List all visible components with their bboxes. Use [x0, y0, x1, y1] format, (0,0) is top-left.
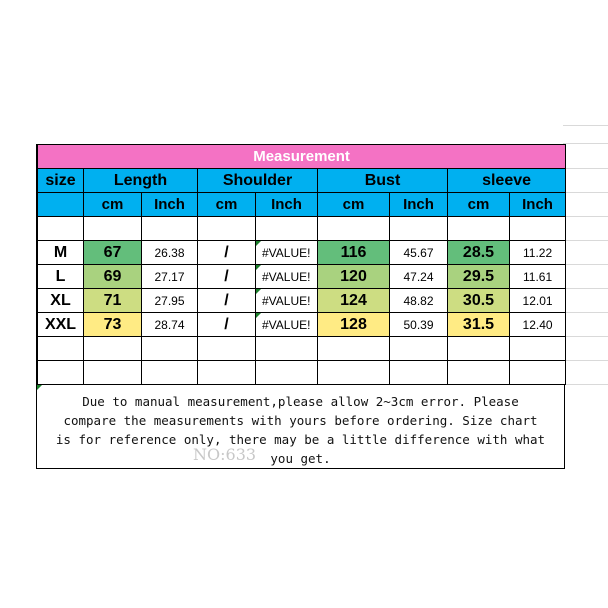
size-chart — [36, 144, 565, 469]
empty-row — [38, 361, 566, 385]
sleeve-cm: 31.5 — [448, 313, 510, 337]
sleeve-inch: 12.01 — [510, 289, 566, 313]
unit-bust-cm: cm — [318, 193, 390, 217]
shoulder-cm: / — [198, 265, 256, 289]
bust-cm: 124 — [318, 289, 390, 313]
unit-length-cm: cm — [84, 193, 142, 217]
unit-blank — [38, 193, 84, 217]
sleeve-cm: 29.5 — [448, 265, 510, 289]
unit-bust-inch: Inch — [390, 193, 448, 217]
bust-cm: 128 — [318, 313, 390, 337]
length-cm: 69 — [84, 265, 142, 289]
sheet-gridlines-right — [563, 0, 608, 608]
length-inch: 28.74 — [142, 313, 198, 337]
empty-row — [38, 337, 566, 361]
note-line: compare the measurements with yours before ordering. Size chart — [63, 413, 538, 428]
table-row — [38, 265, 566, 289]
table-row — [38, 289, 566, 313]
header-bust: Bust — [318, 169, 448, 193]
shoulder-inch: #VALUE! — [256, 289, 318, 313]
bust-inch: 47.24 — [390, 265, 448, 289]
sleeve-inch: 11.22 — [510, 241, 566, 265]
shoulder-inch: #VALUE! — [256, 313, 318, 337]
size-label: XXL — [38, 313, 84, 337]
measurement-table — [37, 144, 566, 385]
table-title: Measurement — [38, 145, 566, 169]
shoulder-inch: #VALUE! — [256, 241, 318, 265]
shoulder-cm: / — [198, 313, 256, 337]
shoulder-cm: / — [198, 241, 256, 265]
length-inch: 27.95 — [142, 289, 198, 313]
comment-marker — [37, 385, 42, 390]
header-size: size — [38, 169, 84, 193]
sleeve-inch: 12.40 — [510, 313, 566, 337]
unit-sleeve-inch: Inch — [510, 193, 566, 217]
unit-length-inch: Inch — [142, 193, 198, 217]
bust-cm: 116 — [318, 241, 390, 265]
unit-shoulder-inch: Inch — [256, 193, 318, 217]
length-inch: 27.17 — [142, 265, 198, 289]
length-cm: 73 — [84, 313, 142, 337]
length-cm: 67 — [84, 241, 142, 265]
watermark: NO:633 — [193, 445, 257, 464]
note-line: you get. — [270, 451, 331, 466]
bust-cm: 120 — [318, 265, 390, 289]
empty-row — [38, 217, 566, 241]
unit-shoulder-cm: cm — [198, 193, 256, 217]
bust-inch: 48.82 — [390, 289, 448, 313]
table-row — [38, 241, 566, 265]
size-label: XL — [38, 289, 84, 313]
table-row — [38, 313, 566, 337]
sleeve-inch: 11.61 — [510, 265, 566, 289]
bust-inch: 50.39 — [390, 313, 448, 337]
shoulder-inch: #VALUE! — [256, 265, 318, 289]
header-sleeve: sleeve — [448, 169, 566, 193]
length-inch: 26.38 — [142, 241, 198, 265]
length-cm: 71 — [84, 289, 142, 313]
header-length: Length — [84, 169, 198, 193]
sleeve-cm: 30.5 — [448, 289, 510, 313]
note-line: is for reference only, there may be a little difference with what — [55, 432, 546, 447]
sleeve-cm: 28.5 — [448, 241, 510, 265]
header-shoulder: Shoulder — [198, 169, 318, 193]
size-label: M — [38, 241, 84, 265]
unit-sleeve-cm: cm — [448, 193, 510, 217]
bust-inch: 45.67 — [390, 241, 448, 265]
note-line: Due to manual measurement,please allow 2~3cm error. Please — [82, 394, 519, 409]
shoulder-cm: / — [198, 289, 256, 313]
size-label: L — [38, 265, 84, 289]
disclaimer-note — [37, 385, 565, 469]
